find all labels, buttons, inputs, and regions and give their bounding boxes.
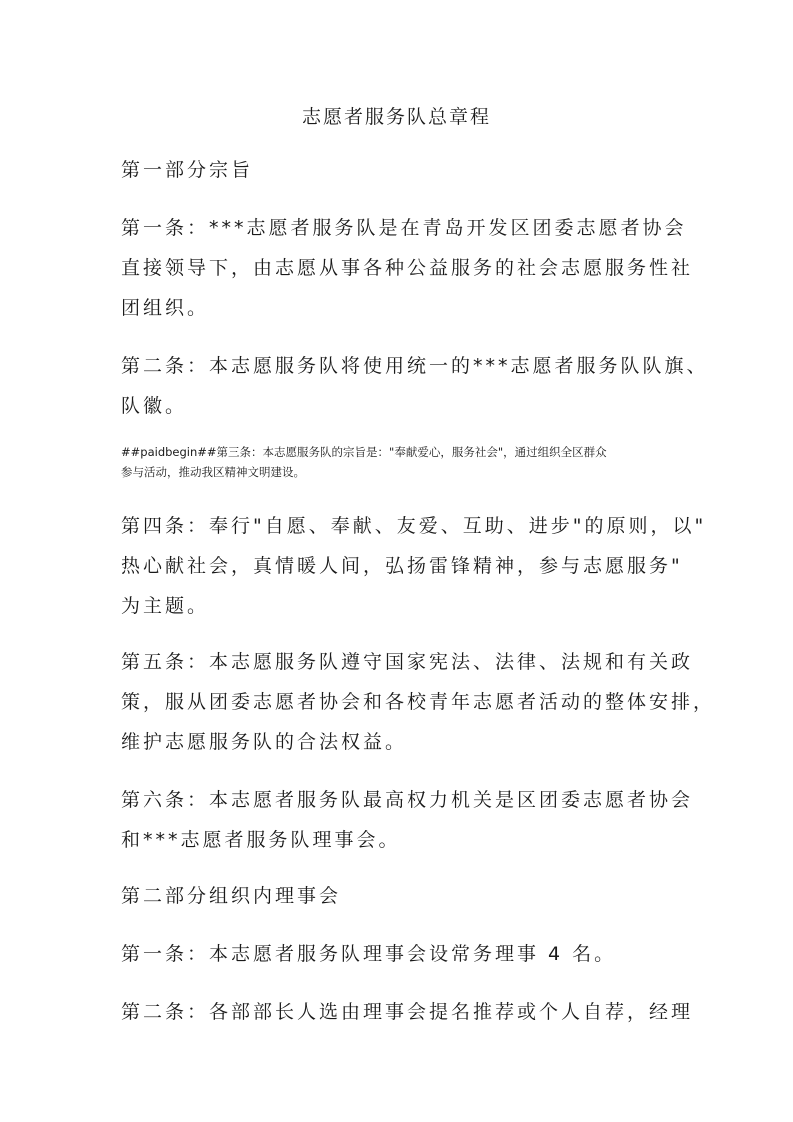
part1-article-5 bbox=[121, 642, 716, 762]
article-line: 第四条：奉行"自愿、奉献、友爱、互助、进步"的原则，以" bbox=[121, 515, 707, 537]
article-line: 热心献社会，真情暖人间，弘扬雷锋精神，参与志愿服务" bbox=[121, 555, 683, 577]
part1-article-6 bbox=[121, 780, 694, 860]
part1-heading bbox=[121, 150, 691, 190]
article-line: 第一条：本志愿者服务队理事会设常务理事 4 名。 bbox=[121, 943, 617, 965]
article-line: 直接领导下，由志愿从事各种公益服务的社会志愿服务性社 bbox=[121, 257, 694, 279]
article-line: 和***志愿者服务队理事会。 bbox=[121, 829, 401, 851]
article-line: 策，服从团委志愿者协会和各校青年志愿者活动的整体安排， bbox=[121, 691, 716, 713]
article-line: 第一条：***志愿者服务队是在青岛开发区团委志愿者协会 bbox=[121, 217, 687, 239]
article-line: ##paidbegin##第三条：本志愿服务队的宗旨是："奉献爱心，服务社会"，通过组织全区群众 bbox=[121, 445, 607, 459]
part1-article-4 bbox=[121, 506, 707, 626]
article-line: 第六条：本志愿者服务队最高权力机关是区团委志愿者协会 bbox=[121, 789, 694, 811]
article-line: 参与活动，推动我区精神文明建设。 bbox=[121, 465, 305, 479]
article-line: 队徽。 bbox=[121, 395, 188, 417]
article-line: 为主题。 bbox=[121, 595, 210, 617]
part1-article-3 bbox=[121, 442, 691, 482]
article-line: 团组织。 bbox=[121, 297, 210, 319]
part2-article-2 bbox=[121, 992, 694, 1032]
part2-article-1 bbox=[121, 934, 691, 974]
document-title: 志愿者服务队总章程 bbox=[301, 106, 491, 128]
part1-heading-text: 第一部分宗旨 bbox=[121, 159, 254, 181]
part2-heading bbox=[121, 876, 691, 916]
article-line: 第五条：本志愿服务队遵守国家宪法、法律、法规和有关政 bbox=[121, 651, 694, 673]
article-line: 第二条：各部部长人选由理事会提名推荐或个人自荐，经理 bbox=[121, 1001, 694, 1023]
part2-heading-text: 第二部分组织内理事会 bbox=[121, 885, 342, 907]
article-line: 维护志愿服务队的合法权益。 bbox=[121, 731, 408, 753]
part1-article-2 bbox=[121, 346, 709, 426]
part1-article-1 bbox=[121, 208, 694, 328]
article-line: 第二条：本志愿服务队将使用统一的***志愿者服务队队旗、 bbox=[121, 355, 709, 377]
